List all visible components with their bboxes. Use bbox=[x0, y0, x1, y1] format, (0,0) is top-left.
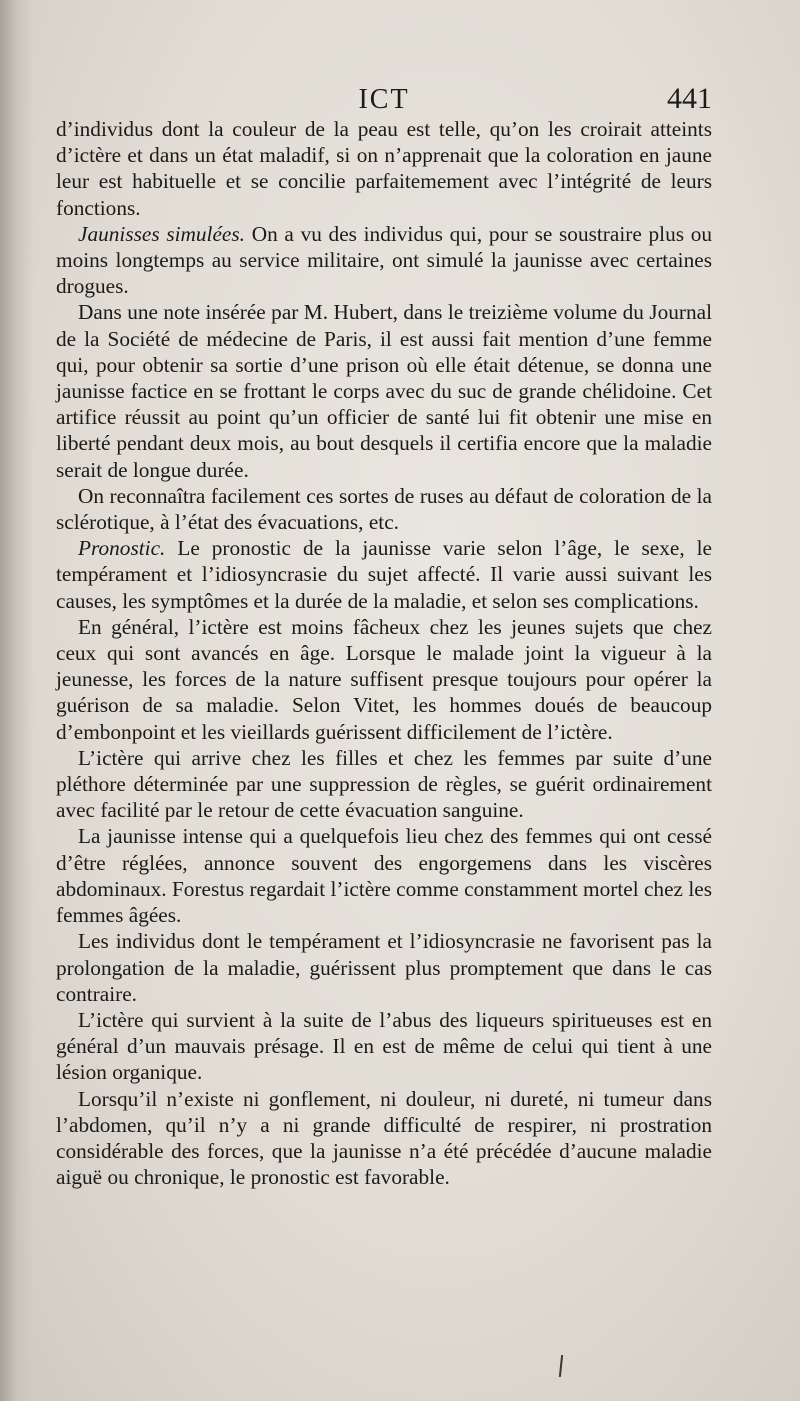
page-number: 441 bbox=[667, 82, 712, 115]
paragraph bbox=[56, 535, 712, 614]
paragraph bbox=[56, 928, 712, 1007]
running-title: ICT bbox=[358, 84, 410, 115]
paragraph-text: Dans une note insérée par M. Hubert, dans le treizième volume du Journal de la Société de médecine de Paris, il est aussi fait mention d’une femme qui, pour obtenir sa sortie d’une prison où elle était détenue, se donna une jaunisse factice en se frottant le corps avec du suc de grande chélidoine. Cet artifice réussit au point qu’un officier de santé lui fit obtenir une mise en liberté pendant deux mois, au bout desquels il certifia encore que la maladie serait de longue durée. bbox=[56, 300, 712, 482]
paragraph-text: On reconnaîtra facilement ces sortes de ruses au défaut de coloration de la sclérotique, à l’état des évacuations, etc. bbox=[56, 483, 712, 535]
paragraph bbox=[56, 1007, 712, 1086]
paragraph-text: La jaunisse intense qui a quelquefois lieu chez des femmes qui ont cessé d’être réglées, annonce souvent des engorgemens dans les viscères abdominaux. Forestus regardait l’ictère comme constamment mortel chez les femmes âgées. bbox=[56, 824, 712, 928]
paragraph bbox=[56, 614, 712, 745]
paragraph bbox=[56, 1086, 712, 1191]
paragraph-lead: Pronostic. bbox=[78, 536, 166, 561]
paragraph bbox=[56, 299, 712, 482]
paragraph bbox=[56, 116, 712, 221]
paragraph-lead: Jaunisses simulées. bbox=[78, 221, 245, 246]
paragraph-text: En général, l’ictère est moins fâcheux chez les jeunes sujets que chez ceux qui sont avancés en âge. Lorsque le malade joint la vigueur à la jeunesse, les forces de la nature suffisent presque toujours pour opérer la guérison de sa maladie. Selon Vitet, les hommes doués de beaucoup d’embonpoint et les vieillards guérissent difficilement de l’ictère. bbox=[56, 614, 712, 744]
gutter-shadow bbox=[0, 0, 34, 1401]
paragraph bbox=[56, 483, 712, 535]
paragraph-text: Le pronostic de la jaunisse varie selon l’âge, le sexe, le tempérament et l’idiosyncrasie du sujet affecté. Il varie aussi suivant les causes, les symptômes et la durée de la maladie, et selon ses complications. bbox=[56, 536, 712, 613]
paragraph-text: L’ictère qui arrive chez les filles et chez les femmes par suite d’une pléthore déterminée par une suppression de règles, se guérit ordinairement avec facilité par le retour de cette évacuation sanguine. bbox=[56, 745, 712, 823]
paragraph-text: On a vu des individus qui, pour se soustraire plus ou moins longtemps au service militaire, ont simulé la jaunisse avec certaines drogues. bbox=[56, 221, 712, 299]
stray-ink-mark bbox=[559, 1355, 563, 1377]
body-text bbox=[56, 116, 712, 1190]
paragraph bbox=[56, 823, 712, 928]
paragraph-text: d’individus dont la couleur de la peau est telle, qu’on les croirait atteints d’ictère et dans un état maladif, si on n’apprenait que la coloration en jaune leur est habituelle et se concilie parfaitemement avec l’intégrité de leurs fonctions. bbox=[56, 117, 712, 220]
paragraph bbox=[56, 745, 712, 824]
paragraph-text: Lorsqu’il n’existe ni gonflement, ni douleur, ni dureté, ni tumeur dans l’abdomen, qu’il n’y a ni grande difficulté de respirer, ni prostration considérable des forces, que la jaunisse n’a été précédée d’aucune maladie aiguë ou chronique, le pronostic est favorable. bbox=[56, 1086, 712, 1190]
paragraph-text: Les individus dont le tempérament et l’idiosyncrasie ne favorisent pas la prolongation de la maladie, guérissent plus promptement que dans le cas contraire. bbox=[56, 929, 712, 1006]
running-head bbox=[56, 82, 712, 116]
paragraph-text: L’ictère qui survient à la suite de l’abus des liqueurs spiritueuses est en général d’un mauvais présage. Il en est de même de celui qui tient à une lésion organique. bbox=[56, 1007, 712, 1085]
paragraph bbox=[56, 221, 712, 300]
